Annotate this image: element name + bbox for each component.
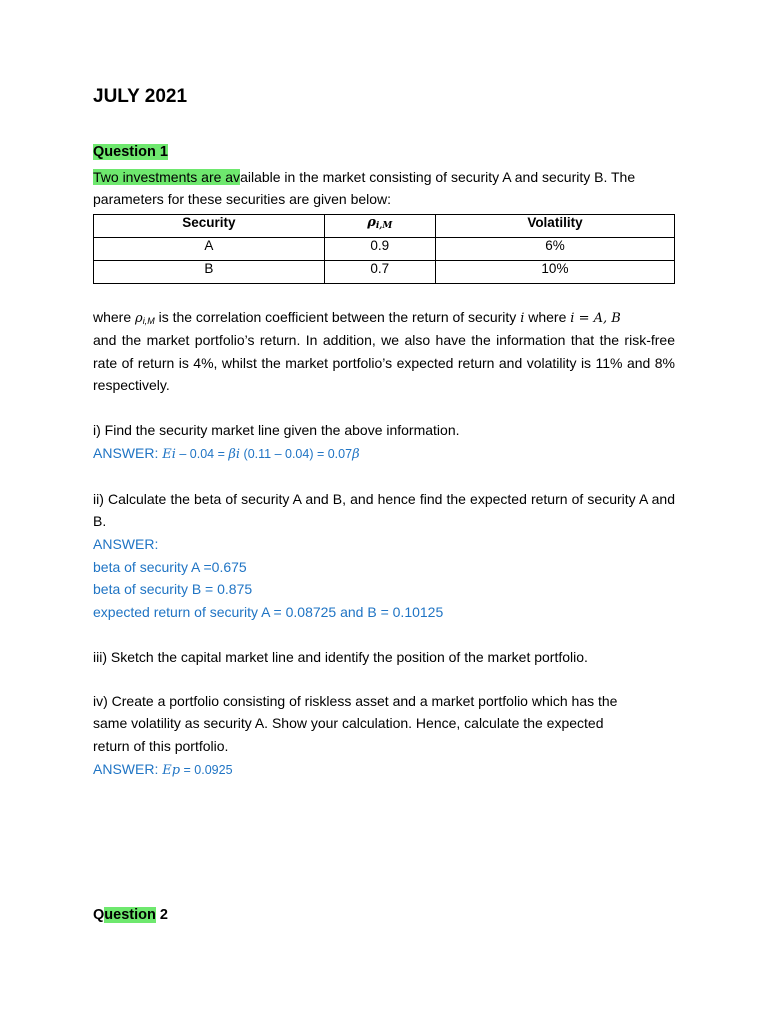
var-i: i — [520, 311, 525, 326]
part-ii-question-line-1: ii) Calculate the beta of security A and B, and hence find the expected return of security A and — [93, 491, 675, 507]
document-page — [93, 0, 675, 1024]
part-ii-answer-expected-return: expected return of security A = 0.08725 and B = 0.10125 — [93, 604, 444, 620]
question-2-heading — [93, 907, 168, 923]
answer-label: ANSWER: — [93, 445, 159, 461]
part-i-question: i) Find the security market line given the above information. — [93, 422, 460, 438]
header-correlation — [324, 215, 435, 238]
header-rho-symbol: ρ — [367, 215, 376, 230]
intro-highlighted-text: Two investments are av — [93, 169, 241, 185]
question-1-heading — [93, 144, 168, 160]
paragraph-line-4: respectively. — [93, 377, 170, 393]
header-security: Security — [94, 215, 325, 238]
question-1-intro-line-1 — [93, 166, 635, 188]
cell-security-b: B — [94, 261, 325, 284]
answer-ei: Ei — [162, 447, 176, 462]
intro-rest-text: ailable in the market consisting of security A and security B. The — [240, 169, 636, 185]
part-iv-question-line-2: same volatility as security A. Show your calculation. Hence, calculate the expected — [93, 715, 604, 731]
answer-ep: Ep — [162, 763, 181, 778]
question-1-heading-text: Question 1 — [93, 144, 168, 160]
part-ii-answer-beta-b: beta of security B = 0.875 — [93, 581, 253, 597]
security-parameters-table — [93, 214, 675, 284]
question-2-heading-highlighted: uestion — [104, 907, 156, 923]
header-volatility: Volatility — [435, 215, 674, 238]
paragraph-line-2: and the market portfolio’s return. In addition, we also have the information that the risk-free — [93, 332, 675, 348]
part-i-answer — [93, 442, 360, 466]
part-ii-answer-beta-a: beta of security A =0.675 — [93, 559, 247, 575]
where-mid2: where — [528, 309, 567, 325]
table-row — [94, 261, 675, 284]
cell-security-a: A — [94, 238, 325, 261]
part-iv-question-line-1: iv) Create a portfolio consisting of riskless asset and a market portfolio which has the — [93, 693, 618, 709]
part-iii-question: iii) Sketch the capital market line and identify the position of the market portfolio. — [93, 649, 588, 665]
answer-beta-i: βi — [228, 447, 241, 462]
rho-subscript: i,M — [142, 316, 155, 326]
document-title: JULY 2021 — [93, 86, 188, 107]
part-iv-question-line-3: return of this portfolio. — [93, 738, 229, 754]
where-mid: is the correlation coefficient between the return of security — [158, 309, 517, 325]
answer-beta: β — [352, 447, 360, 462]
question-1-intro-line-2: parameters for these securities are given below: — [93, 191, 392, 207]
condition-i: i = A, B — [570, 311, 621, 326]
question-2-heading-pre: Q — [93, 907, 105, 923]
part-ii-question-line-2: B. — [93, 513, 107, 529]
cell-volatility-b: 10% — [435, 261, 674, 284]
question-2-heading-post: 2 — [155, 907, 168, 923]
header-rho-subscript: i,M — [375, 221, 393, 231]
rho-symbol: ρ — [135, 311, 143, 326]
answer-value: = 0.0925 — [180, 763, 233, 777]
cell-rho-b: 0.7 — [324, 261, 435, 284]
cell-rho-a: 0.9 — [324, 238, 435, 261]
answer-rest: (0.11 – 0.04) = 0.07 — [240, 447, 353, 461]
part-iv-answer — [93, 758, 233, 782]
table-header-row — [94, 215, 675, 238]
paragraph-line-3: rate of return is 4%, whilst the market portfolio’s expected return and volatility is 11% and 8% — [93, 355, 675, 371]
where-pre: where — [93, 309, 132, 325]
cell-volatility-a: 6% — [435, 238, 674, 261]
answer-label: ANSWER: — [93, 761, 159, 777]
answer-mid: – 0.04 = — [175, 447, 229, 461]
part-ii-answer-label: ANSWER: — [93, 536, 159, 552]
table-row — [94, 238, 675, 261]
